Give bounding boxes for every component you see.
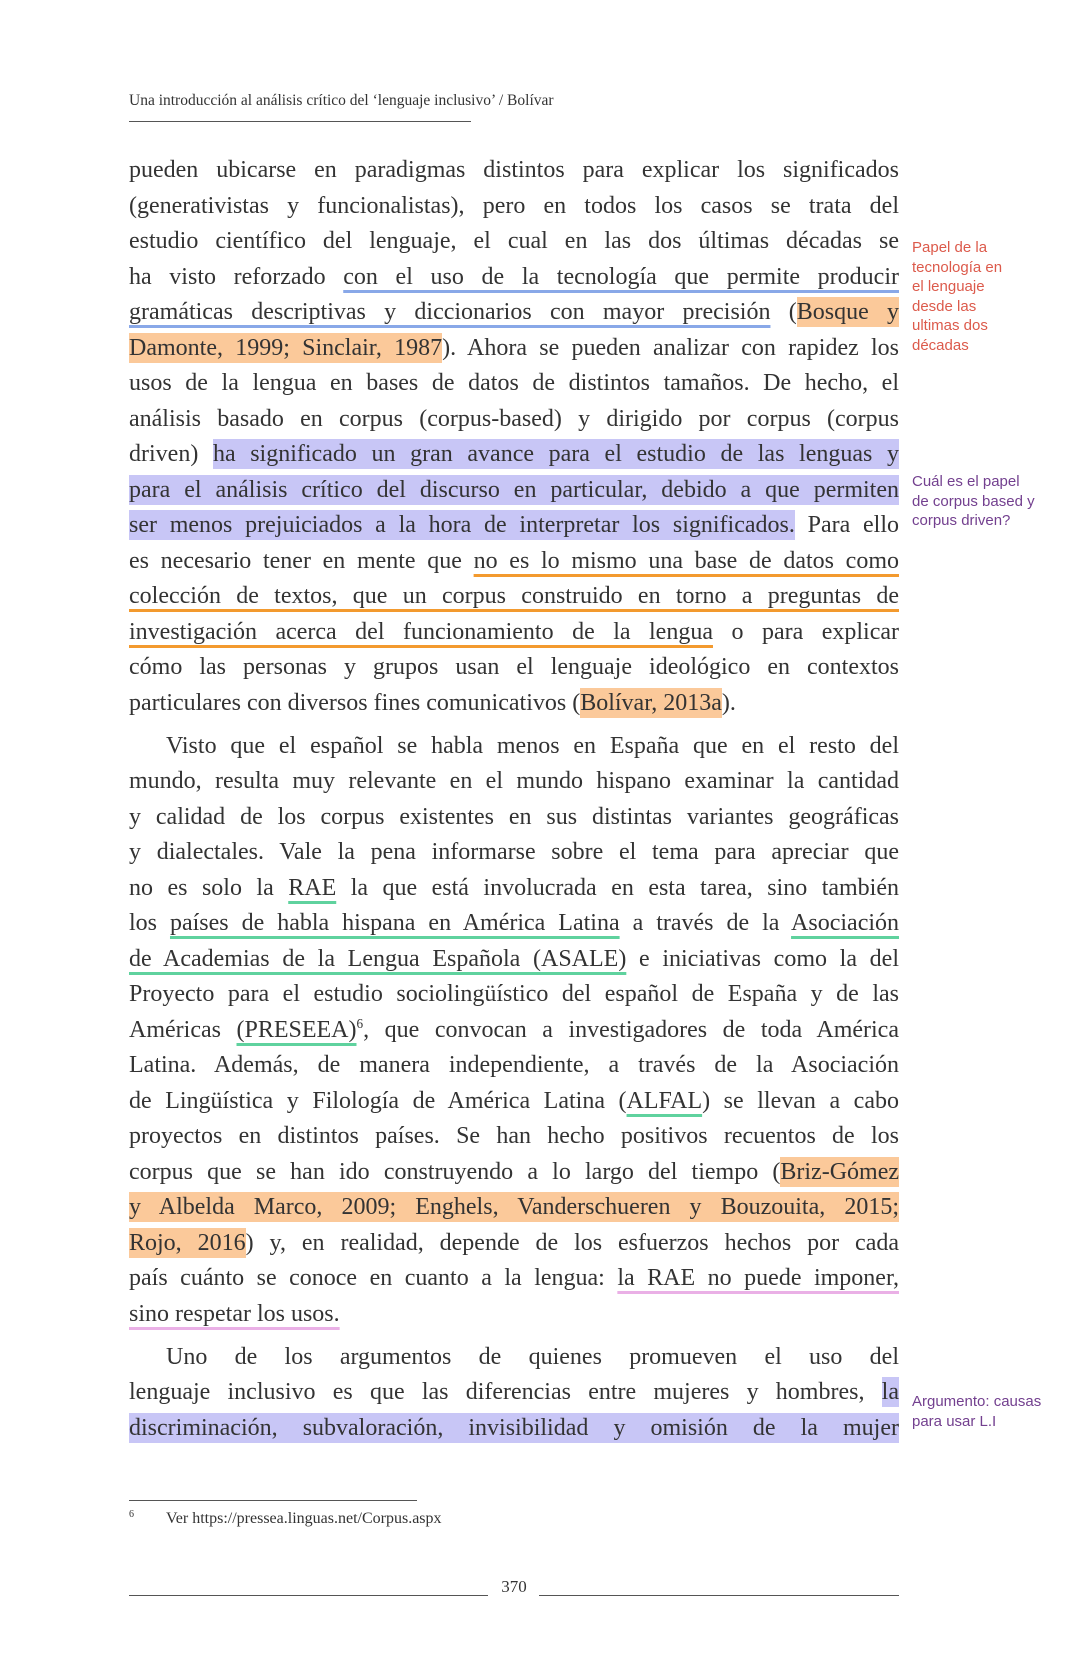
margin-note[interactable] xyxy=(912,1392,1072,1431)
text-line xyxy=(129,1084,899,1120)
header-rule xyxy=(129,121,471,122)
paragraph xyxy=(129,153,899,721)
text-run: Américas xyxy=(129,1016,237,1043)
text-line xyxy=(129,729,899,765)
text-run: es necesario tener en mente que xyxy=(129,547,474,574)
text-line xyxy=(129,189,899,225)
text-line xyxy=(129,1190,899,1226)
text-line xyxy=(129,1411,899,1447)
margin-note-line: el lenguaje xyxy=(912,278,985,296)
text-line xyxy=(129,260,899,296)
text-line xyxy=(129,1013,899,1049)
text-run: de Lingüística y Filología de América Latina ( xyxy=(129,1087,627,1114)
text-line xyxy=(129,473,899,509)
underline-annotation[interactable]: investigación acerca del funcionamiento de la lengua xyxy=(129,618,713,645)
text-line xyxy=(129,764,899,800)
citation-highlight[interactable]: y Albelda Marco, 2009; Enghels, Vanderschueren y Bouzouita, 2015; xyxy=(129,1194,899,1220)
text-line xyxy=(129,153,899,189)
text-run: Proyecto para el estudio sociolingüístico del español de España y de las xyxy=(129,981,899,1007)
text-line xyxy=(129,871,899,907)
underline-annotation[interactable]: sino respetar los usos. xyxy=(129,1300,340,1327)
underline-annotation[interactable]: la RAE no puede imponer, xyxy=(617,1265,899,1291)
text-highlight[interactable]: discriminación, subvaloración, invisibilidad y omisión de la mujer xyxy=(129,1414,899,1441)
text-run: y calidad de los corpus existentes en sus distintas variantes geográficas xyxy=(129,803,899,830)
footnote-rule xyxy=(129,1500,417,1501)
text-line xyxy=(129,1261,899,1297)
margin-note-line: tecnología en xyxy=(912,258,1003,276)
text-line xyxy=(129,977,899,1013)
underline-annotation[interactable]: de Academias de la Lengua Española (ASALE) xyxy=(129,945,627,972)
text-run: país cuánto se conoce en cuanto a la lengua: xyxy=(129,1265,618,1291)
text-run: mundo, resulta muy relevante en el mundo hispano examinar la cantidad xyxy=(129,768,899,794)
text-line xyxy=(129,508,899,544)
margin-note[interactable] xyxy=(912,238,1072,356)
margin-note[interactable] xyxy=(912,472,1072,531)
citation-highlight[interactable]: Bolívar, 2013a xyxy=(580,689,722,716)
text-run: (generativistas y funcionalistas), pero en todos los casos se trata del xyxy=(129,192,899,219)
paragraph xyxy=(129,1340,899,1447)
running-title: Una introducción al análisis crítico del ‘lenguaje inclusivo’ / Bolívar xyxy=(129,92,554,109)
text-highlight[interactable]: la xyxy=(881,1379,899,1405)
citation-highlight[interactable]: Rojo, 2016 xyxy=(129,1229,246,1256)
text-line xyxy=(129,1048,899,1084)
text-line xyxy=(129,402,899,438)
text-line xyxy=(129,800,899,836)
margin-note-line: Argumento: causas xyxy=(912,1393,1042,1410)
underline-annotation[interactable]: no es lo mismo una base de datos como xyxy=(473,547,899,574)
text-run: e iniciativas como la del xyxy=(626,945,900,972)
text-line xyxy=(129,579,899,615)
text-line xyxy=(129,224,899,260)
text-run: y dialectales. Vale la pena informarse sobre el tema para apreciar que xyxy=(129,839,899,865)
underline-annotation[interactable]: con el uso de la tecnología que permite producir xyxy=(343,263,899,290)
footer-rule-left xyxy=(129,1595,488,1596)
text-run: pueden ubicarse en paradigmas distintos para explicar los significados xyxy=(129,157,899,183)
text-line xyxy=(129,295,899,331)
text-line xyxy=(129,1340,899,1376)
underline-annotation[interactable]: países de habla hispana en América Latina xyxy=(169,910,620,936)
text-run: estudio científico del lenguaje, el cual en las dos últimas décadas se xyxy=(129,228,899,254)
text-run: análisis basado en corpus (corpus-based) y dirigido por corpus (corpus xyxy=(129,405,899,432)
text-run: corpus que se han ido construyendo a lo largo del tiempo ( xyxy=(129,1158,781,1185)
footnote-text: Ver https://pressea.linguas.net/Corpus.aspx xyxy=(166,1510,442,1527)
text-run: Uno de los argumentos de quienes promueven el uso del xyxy=(166,1343,899,1370)
text-run: ). xyxy=(721,689,736,716)
text-run: Visto que el español se habla menos en España que en el resto del xyxy=(166,732,899,759)
text-run: Latina. Además, de manera independiente, a través de la Asociación xyxy=(129,1052,899,1078)
underline-annotation[interactable]: RAE xyxy=(288,874,337,901)
text-line xyxy=(129,615,899,651)
citation-highlight[interactable]: Bosque y xyxy=(796,299,899,325)
underline-annotation[interactable]: (PRESEEA) xyxy=(236,1016,357,1043)
text-line xyxy=(129,906,899,942)
text-highlight[interactable]: ha significado un gran avance para el estudio de las lenguas y xyxy=(212,441,899,467)
text-run: la que está involucrada en esta tarea, sino también xyxy=(336,874,899,901)
text-line xyxy=(129,835,899,871)
text-highlight[interactable]: ser menos prejuiciados a la hora de interpretar los significados. xyxy=(129,512,795,538)
margin-note-line: Cuál es el papel xyxy=(912,473,1020,490)
text-run: lenguaje inclusivo es que las diferencias entre mujeres y hombres, xyxy=(129,1379,882,1405)
text-run: ). Ahora se pueden analizar con rapidez los xyxy=(442,334,900,361)
underline-annotation[interactable]: gramáticas descriptivas y diccionarios con mayor precisión xyxy=(129,299,771,325)
text-line xyxy=(129,686,899,722)
underline-annotation[interactable]: ALFAL xyxy=(626,1087,703,1114)
text-line xyxy=(129,1375,899,1411)
text-line xyxy=(129,437,899,473)
text-run: no es solo la xyxy=(129,874,289,901)
underline-annotation[interactable]: colección de textos, que un corpus construido en torno a preguntas de xyxy=(129,583,899,609)
margin-note-line: corpus driven? xyxy=(912,512,1011,530)
text-line xyxy=(129,942,899,978)
text-run: ) y, en realidad, depende de los esfuerzos hechos por cada xyxy=(245,1229,900,1256)
paragraph xyxy=(129,729,899,1333)
text-run: driven) xyxy=(129,441,213,467)
text-line xyxy=(129,1155,899,1191)
margin-note-line: décadas xyxy=(912,336,969,354)
underline-annotation[interactable]: Asociación xyxy=(791,910,900,936)
text-line xyxy=(129,366,899,402)
margin-note-line: ultimas dos xyxy=(912,317,988,335)
footer-rule-right xyxy=(539,1595,899,1596)
footnote-ref: 6 xyxy=(356,1015,364,1031)
text-run: o para explicar xyxy=(712,618,899,645)
text-run: particulares con diversos fines comunicativos ( xyxy=(129,689,581,716)
text-run: los xyxy=(129,910,170,936)
text-line xyxy=(129,1226,899,1262)
text-line xyxy=(129,1297,899,1333)
text-run: proyectos en distintos países. Se han hecho positivos recuentos de los xyxy=(129,1123,899,1149)
text-line xyxy=(129,1119,899,1155)
margin-note-line: desde las xyxy=(912,297,977,315)
footnote-number: 6 xyxy=(129,1509,134,1520)
text-run: ) se llevan a cabo xyxy=(702,1087,899,1114)
margin-note-line: Papel de la xyxy=(912,239,988,256)
text-line xyxy=(129,331,899,367)
citation-highlight[interactable]: Briz-Gómez xyxy=(780,1158,899,1185)
margin-note-line: de corpus based y xyxy=(912,492,1035,510)
body-text xyxy=(129,153,899,1454)
text-run: ( xyxy=(770,299,797,325)
text-run: , que convocan a investigadores de toda América xyxy=(363,1016,899,1043)
text-run: Para ello xyxy=(794,512,899,538)
page-number: 370 xyxy=(501,1577,527,1596)
text-run: usos de la lengua en bases de datos de distintos tamaños. De hecho, el xyxy=(129,370,899,396)
text-highlight[interactable]: para el análisis crítico del discurso en particular, debido a que permiten xyxy=(129,476,899,503)
margin-note-line: para usar L.I xyxy=(912,1412,997,1430)
citation-highlight[interactable]: Damonte, 1999; Sinclair, 1987 xyxy=(129,334,443,361)
text-line xyxy=(129,650,899,686)
text-run: cómo las personas y grupos usan el lenguaje ideológico en contextos xyxy=(129,654,899,680)
text-run: a través de la xyxy=(619,910,792,936)
text-run: ha visto reforzado xyxy=(129,263,344,290)
text-line xyxy=(129,544,899,580)
